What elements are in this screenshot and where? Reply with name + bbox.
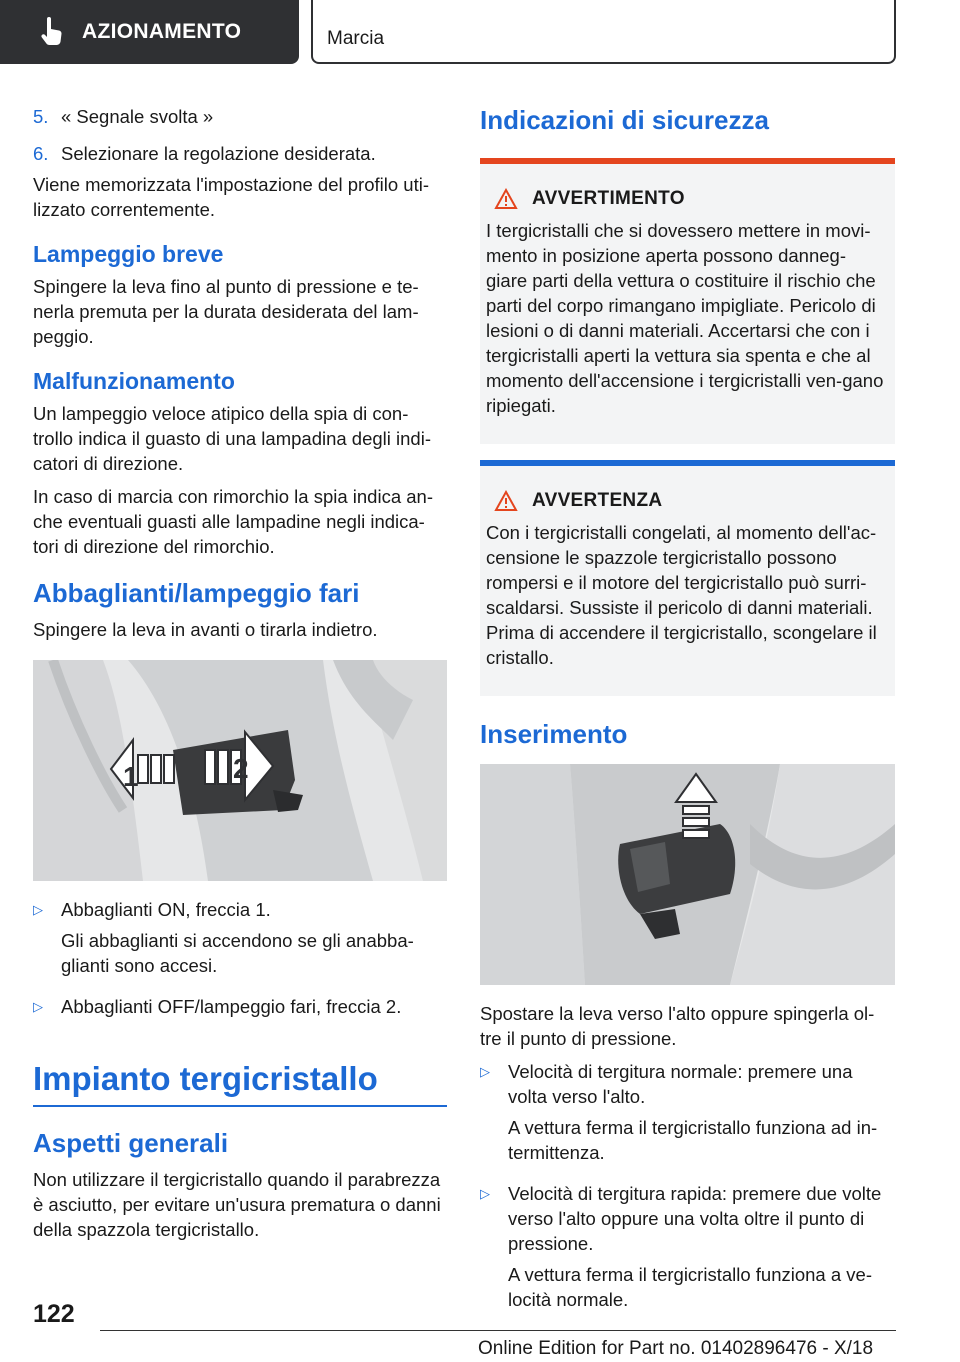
paragraph-malfunction-1: Un lampeggio veloce atipico della spia di con-trollo indica il guasto di una lampadina degli indi-catori di direzione. (33, 403, 431, 474)
bullet-triangle-icon: ▷ (480, 1186, 490, 1201)
list-item (480, 1181, 895, 1318)
list-item (33, 141, 447, 166)
warning-triangle-icon (494, 188, 518, 210)
paragraph-saved: Viene memorizzata l'impostazione del profilo uti-lizzato correntemente. (33, 174, 429, 220)
list-item (33, 104, 447, 129)
heading-activation: Inserimento (480, 719, 628, 749)
chapter-header (311, 0, 896, 64)
list-item (480, 1059, 895, 1171)
bullet-triangle-icon: ▷ (33, 999, 43, 1014)
heading-safety: Indicazioni di sicurezza (480, 105, 769, 135)
warning-triangle-icon (494, 490, 518, 512)
heading-general: Aspetti generali (33, 1128, 229, 1158)
chapter-title: Marcia (327, 28, 385, 49)
heading-high-beam: Abbaglianti/lampeggio fari (33, 578, 360, 608)
list-number: 5. (33, 106, 49, 127)
high-beam-lever-illustration (33, 660, 447, 881)
hand-pointer-icon (38, 17, 66, 47)
footer-divider (100, 1330, 896, 1331)
section-tab[interactable] (0, 0, 299, 64)
bullet-subtext: Gli abbaglianti si accendono se gli anabba-glianti sono accesi. (61, 930, 414, 976)
list-text: « Segnale svolta » (61, 106, 214, 127)
paragraph-general: Non utilizzare il tergicristallo quando il parabrezza è asciutto, per evitare un'usura prematura o danni della spazzola tergicristallo. (33, 1169, 441, 1240)
bullet-text: Velocità di tergitura rapida: premere due volte verso l'alto oppure una volta oltre il punto di pressione. (508, 1183, 882, 1254)
bullet-subtext: A vettura ferma il tergicristallo funziona ad in-termittenza. (508, 1117, 878, 1163)
left-column (33, 104, 447, 1250)
wiper-lever-illustration (480, 764, 895, 985)
list-item (33, 994, 447, 1025)
caution-text: Con i tergicristalli congelati, al momento dell'ac-censione le spazzole tergicristallo possono rompersi e il motore del tergicristallo può surri-scaldarsi. Sussiste il pericolo di danni materiali. Prima di accendere il tergicristallo, scongelare il cristallo. (486, 522, 877, 668)
heading-malfunction: Malfunzionamento (33, 368, 235, 394)
chapter-heading-wiper: Impianto tergicristallo (33, 1059, 447, 1107)
bullet-text: Velocità di tergitura normale: premere una volta verso l'alto. (508, 1061, 853, 1107)
paragraph-short-flash: Spingere la leva fino al punto di pressione e te-nerla premuta per la durata desiderata del lam-peggio. (33, 276, 419, 347)
paragraph-malfunction-2: In caso di marcia con rimorchio la spia indica an-che eventuali guasti alle lampadine negli indica-tori di direzione del rimorchio. (33, 486, 433, 557)
section-tab-label: AZIONAMENTO (82, 20, 242, 43)
caution-title: AVVERTENZA (532, 490, 663, 511)
arrow-label-2: 2 (233, 753, 249, 784)
list-number: 6. (33, 143, 49, 164)
bullet-subtext: A vettura ferma il tergicristallo funziona a ve-locità normale. (508, 1264, 872, 1310)
warning-title: AVVERTIMENTO (532, 188, 685, 209)
arrow-label-1: 1 (123, 761, 139, 792)
paragraph-high-beam: Spingere la leva in avanti o tirarla indietro. (33, 619, 378, 640)
bullet-triangle-icon: ▷ (480, 1064, 490, 1079)
caution-box (480, 460, 895, 696)
bullet-triangle-icon: ▷ (33, 902, 43, 917)
footer-edition: Online Edition for Part no. 01402896476 - X/18 (478, 1338, 874, 1359)
list-text: Selezionare la regolazione desiderata. (61, 143, 376, 164)
heading-short-flash: Lampeggio breve (33, 241, 224, 267)
list-item (33, 897, 447, 984)
right-column (480, 104, 895, 1328)
warning-text: I tergicristalli che si dovessero mettere in movi-mento in posizione aperta possono danneg-giare parti della vettura o costituire il rischio che parti del corpo rimangano impigliate. Pericolo di lesioni o di danni materiali. Accertarsi che con i tergicristalli aperti la vettura sia spenta e che al momento dell'accensione i tergicristalli ven-gano ripiegati. (486, 220, 884, 416)
warning-box (480, 158, 895, 444)
bullet-text: Abbaglianti OFF/lampeggio fari, freccia 2. (61, 996, 402, 1017)
paragraph-activation: Spostare la leva verso l'alto oppure spingerla ol-tre il punto di pressione. (480, 1003, 875, 1049)
bullet-text: Abbaglianti ON, freccia 1. (61, 899, 271, 920)
page-number: 122 (33, 1300, 75, 1328)
